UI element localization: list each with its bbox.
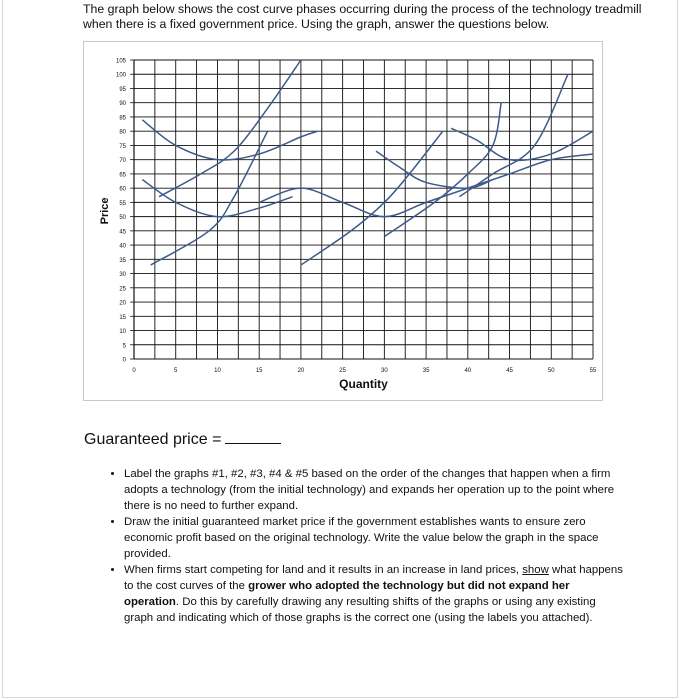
x-tick-label: 10 <box>214 368 221 374</box>
y-tick-label: 95 <box>119 86 126 93</box>
x-tick-label: 0 <box>132 368 136 374</box>
y-tick-label: 70 <box>119 158 126 165</box>
chart-container <box>83 41 603 401</box>
x-tick-label: 40 <box>464 368 472 374</box>
y-tick-label: 80 <box>119 129 126 136</box>
y-tick-label: 100 <box>115 72 126 79</box>
guaranteed-price-blank[interactable] <box>225 429 281 444</box>
instruction-text-show: show <box>522 564 549 576</box>
y-tick-label: 20 <box>119 300 126 307</box>
y-tick-label: 50 <box>119 215 126 222</box>
intro-text: The graph below shows the cost curve phases occurring during the process of the technology treadmill when there is a fixed government price. Using the graph, answer the questions below. <box>83 2 642 31</box>
instruction-item <box>124 562 624 626</box>
y-tick-label: 30 <box>119 272 126 279</box>
y-tick-label: 85 <box>119 115 126 122</box>
series-line-atc-d <box>376 151 493 188</box>
instruction-text: Draw the initial guaranteed market price if the government establishes wants to ensure zero economic profit based on the original technology. Write the value below the graph in the space provided. <box>124 516 599 560</box>
x-tick-label: 50 <box>547 368 555 374</box>
x-tick-label: 15 <box>255 368 263 374</box>
y-tick-label: 40 <box>119 243 126 250</box>
guaranteed-price-label: Guaranteed price = <box>84 431 222 448</box>
instruction-item <box>124 514 624 562</box>
instruction-text-mid: what happens to the cost curves of the <box>124 564 623 592</box>
instruction-text-bold: grower who adopted the technology but did not expand her operation <box>124 580 570 608</box>
y-tick-label: 0 <box>122 357 126 364</box>
y-tick-label: 45 <box>119 229 126 236</box>
y-axis-title: Price <box>99 197 111 225</box>
x-tick-label: 25 <box>339 368 346 374</box>
x-tick-label: 35 <box>422 368 430 374</box>
y-tick-label: 25 <box>119 286 126 293</box>
y-tick-label: 10 <box>119 329 126 336</box>
instruction-text-post: . Do this by carefully drawing any resulting shifts of the graphs or using any existing graph and indicating which of those graphs is the correct one (using the labels you attached). <box>124 596 596 624</box>
guaranteed-price-line <box>84 429 281 449</box>
x-tick-label: 5 <box>174 368 178 374</box>
y-tick-label: 65 <box>119 172 126 179</box>
y-tick-label: 15 <box>119 314 126 321</box>
instruction-text-pre: When firms start competing for land and it results in an increase in land prices, <box>124 564 523 576</box>
instruction-text: Label the graphs #1, #2, #3, #4 & #5 based on the order of the changes that happen when a firm adopts a technology (from the initial technology) and expands her operation up to the point where there is no need to further expand. <box>124 468 615 512</box>
y-tick-label: 60 <box>119 186 126 193</box>
y-tick-label: 55 <box>119 200 126 207</box>
x-tick-label: 45 <box>506 368 513 374</box>
x-axis-title: Quantity <box>339 377 388 391</box>
y-tick-label: 105 <box>115 58 126 65</box>
y-tick-label: 35 <box>119 257 126 264</box>
instructions-list <box>104 466 624 626</box>
y-tick-label: 90 <box>119 101 126 108</box>
instruction-item <box>124 466 624 514</box>
y-tick-label: 75 <box>119 143 126 150</box>
y-tick-label: 5 <box>122 343 126 350</box>
x-tick-label: 20 <box>297 368 305 374</box>
cost-curves-chart <box>84 42 604 402</box>
x-tick-label: 55 <box>589 368 597 374</box>
x-tick-label: 30 <box>381 368 388 374</box>
